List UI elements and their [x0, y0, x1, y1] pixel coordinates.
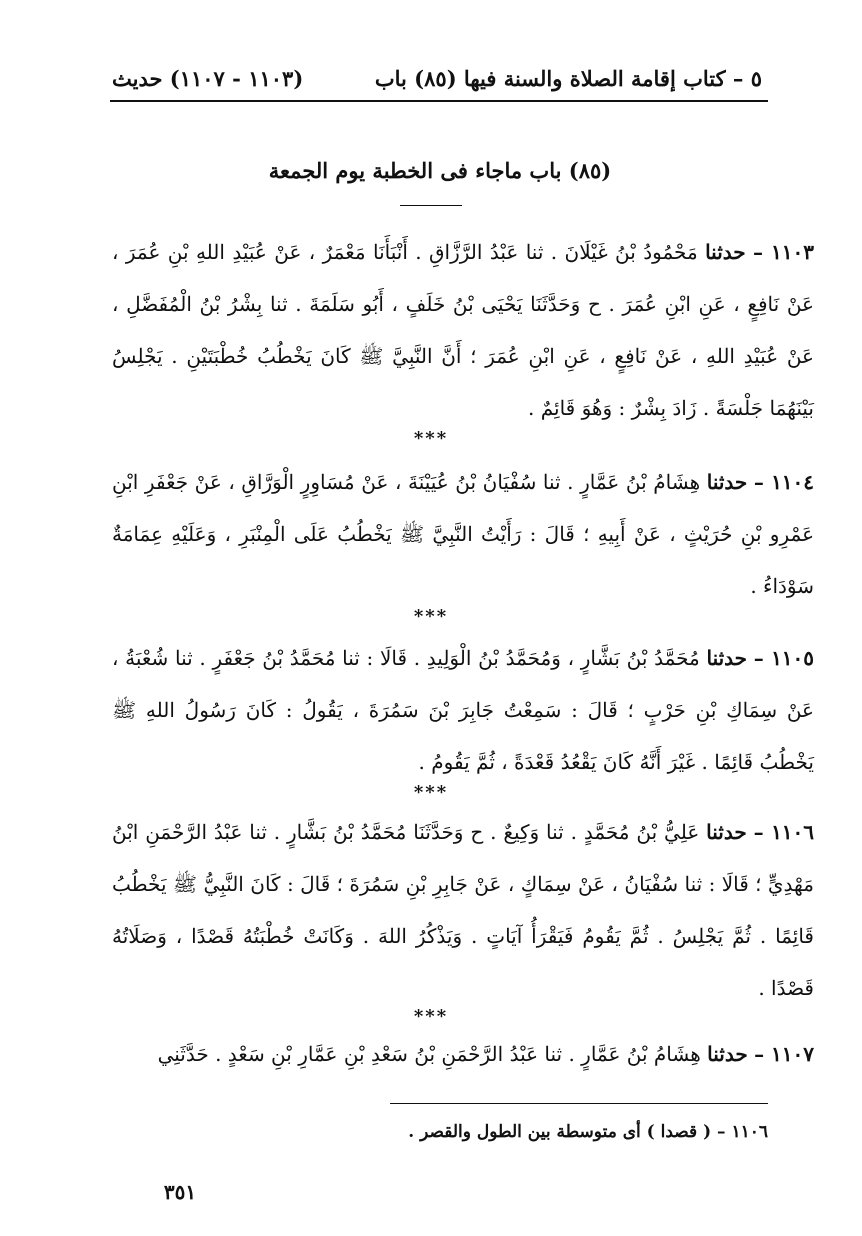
hadith-opener: حدثنا	[706, 470, 748, 494]
hadith-text: مُحَمَّدُ بْنُ بَشَّارٍ ، وَمُحَمَّدُ بْنُ الْوَلِيدِ . قَالَا : ثنا مُحَمَّدُ بْنُ جَعْفَرٍ . ثنا شُعْبَةُ ، عَنْ سِمَاكِ بْنِ حَرْبٍ ؛ قَالَ : سَمِعْتُ جَابِرَ بْنَ سَمُرَةَ ، يَقُولُ : كَانَ رَسُولُ اللهِ ﷺ يَخْطُبُ قَائِمًا . غَيْرَ أَنَّهُ كَانَ يَقْعُدُ قَعْدَةً ، ثُمَّ يَقُومُ .	[112, 646, 814, 774]
footnote: ١١٠٦ – ( قصدا ) أى متوسطة بين الطول والقصر .	[408, 1122, 768, 1142]
hadith-1106	[112, 806, 814, 1014]
hadith-text: عَلِيُّ بْنُ مُحَمَّدٍ . ثنا وَكِيعٌ . ح وَحَدَّثَنَا مُحَمَّدُ بْنُ بَشَّارٍ . ثنا عَبْدُ الرَّحْمَنِ ابْنُ مَهْدِيٍّ ؛ قَالَا : ثنا سُفْيَانُ ، عَنْ سِمَاكٍ ، عَنْ جَابِرِ بْنِ سَمُرَةَ ؛ قَالَ : كَانَ النَّبِيُّ ﷺ يَخْطُبُ قَائِمًا . ثُمَّ يَجْلِسُ . ثُمَّ يَقُومُ فَيَقْرَأُ آيَاتٍ . وَيَذْكُرُ اللهَ . وَكَانَتْ خُطْبَتُهُ قَصْدًا ، وَصَلَاتُهُ قَصْدًا .	[112, 820, 814, 1000]
section-separator: ***	[413, 1006, 449, 1027]
footnote-divider	[390, 1103, 768, 1104]
hadith-opener: حدثنا	[706, 820, 747, 844]
title-divider	[400, 205, 462, 206]
hadith-1103	[112, 226, 814, 434]
hadith-1104	[112, 456, 814, 612]
running-head-chapter: ٥ – كتاب إقامة الصلاة والسنة فيها (٨٥) باب	[374, 65, 762, 91]
section-separator: ***	[413, 428, 449, 449]
hadith-1107	[112, 1028, 814, 1080]
hadith-text: هِشَامُ بْنُ عَمَّارٍ . ثنا عَبْدُ الرَّحْمَنِ بْنُ سَعْدِ بْنِ عَمَّارِ بْنِ سَعْدٍ . حَدَّثَنِي	[157, 1042, 701, 1066]
running-head-hadith-range: (١١٠٣ - ١١٠٧) حديث	[112, 65, 304, 91]
header-divider	[110, 100, 768, 102]
hadith-number: ١١٠٤ –	[753, 470, 815, 494]
page-number: ٣٥١	[163, 1180, 197, 1204]
chapter-title: (٨٥) باب ماجاء فى الخطبة يوم الجمعة	[268, 158, 612, 183]
hadith-number: ١١٠٣ –	[753, 240, 815, 264]
section-separator: ***	[413, 606, 449, 627]
hadith-1105	[112, 632, 814, 788]
hadith-number: ١١٠٦ –	[753, 820, 815, 844]
hadith-number: ١١٠٥ –	[753, 646, 815, 670]
hadith-opener: حدثنا	[706, 646, 748, 670]
section-separator: ***	[413, 782, 449, 803]
hadith-text: هِشَامُ بْنُ عَمَّارٍ . ثنا سُفْيَانُ بْنُ عُيَيْنَةَ ، عَنْ مُسَاوِرٍ الْوَرَّاقِ ، عَنْ جَعْفَرِ ابْنِ عَمْرِو بْنِ حُرَيْثٍ ، عَنْ أَبِيهِ ؛ قَالَ : رَأَيْتُ النَّبِيَّ ﷺ يَخْطُبُ عَلَى الْمِنْبَرِ ، وَعَلَيْهِ عِمَامَةٌ سَوْدَاءُ .	[112, 470, 815, 598]
hadith-opener: حدثنا	[705, 240, 746, 264]
hadith-number: ١١٠٧ –	[754, 1042, 814, 1066]
hadith-opener: حدثنا	[707, 1042, 748, 1066]
running-head	[112, 58, 762, 98]
hadith-text: مَحْمُودُ بْنُ غَيْلَانَ . ثنا عَبْدُ الرَّزَّاقِ . أَنْبَأَنَا مَعْمَرٌ ، عَنْ عُبَيْدِ اللهِ بْنِ عُمَرَ ، عَنْ نَافِعٍ ، عَنِ ابْنِ عُمَرَ . ح وَحَدَّثَنَا يَحْيَى بْنُ خَلَفٍ ، أَبُو سَلَمَةَ . ثنا بِشْرُ بْنُ الْمُفَضَّلِ ، عَنْ عُبَيْدِ اللهِ ، عَنْ نَافِعٍ ، عَنِ ابْنِ عُمَرَ ؛ أَنَّ النَّبِيَّ ﷺ كَانَ يَخْطُبُ خُطْبَتَيْنِ . يَجْلِسُ بَيْنَهُمَا جَلْسَةً . زَادَ بِشْرٌ : وَهُوَ قَائِمٌ .	[112, 240, 814, 420]
